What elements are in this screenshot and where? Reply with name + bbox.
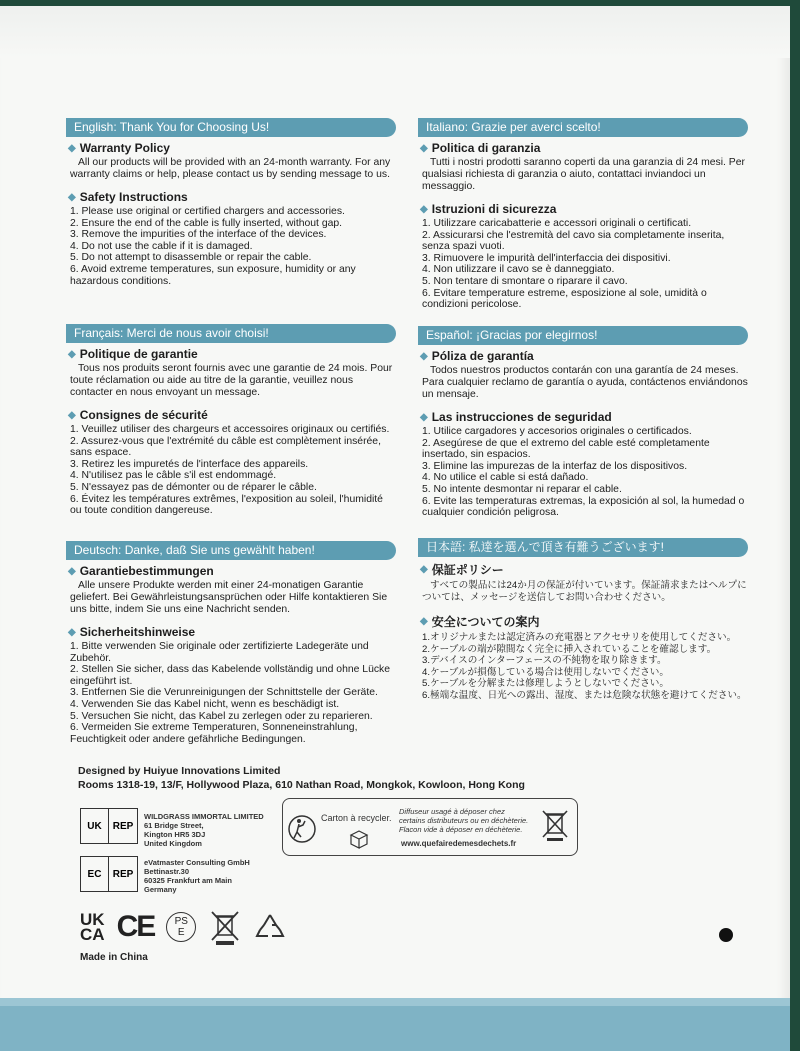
ec-rep-box	[80, 856, 138, 892]
list-item: 6. Vermeiden Sie extreme Temperaturen, Sonneneinstrahlung, Feuchtigkeit oder andere gefährliche Bedingungen.	[70, 722, 358, 745]
recycle-instructions	[399, 807, 528, 834]
safety-list	[418, 218, 748, 311]
heading-text: Garantiebestimmungen	[79, 564, 214, 578]
list-item: 6.極端な温度、日光への露出、湿度、または危険な状態を避けてください。	[422, 689, 747, 701]
list-item: 3. Entfernen Sie die Verunreinigungen der Schnittstelle der Geräte.	[70, 687, 378, 699]
heading-text: Safety Instructions	[79, 190, 188, 204]
warranty-heading	[420, 141, 748, 155]
rep-label: REP	[112, 820, 134, 832]
francais-banner: Français: Merci de nous avoir choisi!	[66, 324, 396, 343]
english-banner: English: Thank You for Choosing Us!	[66, 118, 396, 137]
safety-heading	[420, 202, 748, 216]
warranty-heading	[420, 349, 748, 363]
warranty-text: Todos nuestros productos contarán con una garantía de 24 meses. Para cualquier reclamo de garantía o ayuda, contáctenos enviándonos un mensaje.	[422, 365, 748, 400]
safety-heading	[420, 613, 748, 630]
bullet-icon: ◆	[68, 409, 76, 421]
list-item: 3.デバイスのインターフェースの不純物を取り除きます。	[422, 655, 667, 667]
pse-mark-icon	[166, 912, 196, 942]
pse-text: PS	[174, 916, 188, 927]
recycle-url: www.quefairedemesdechets.fr	[401, 839, 517, 848]
espanol-section	[418, 326, 748, 519]
heading-text: 保証ポリシー	[431, 563, 504, 577]
carton-box-icon	[347, 829, 371, 849]
hang-hole	[719, 928, 733, 942]
uk-rep-box	[80, 808, 138, 844]
pse-sub: E	[177, 927, 185, 938]
list-item: 5. Do not attempt to disassemble or repair the cable.	[70, 252, 312, 264]
bullet-icon: ◆	[420, 142, 428, 154]
list-item: 5.ケーブルを分解または修理しようとしないでください。	[422, 678, 669, 690]
safety-list	[66, 641, 396, 745]
list-item: 3. Remove the impurities of the interface of the devices.	[70, 229, 327, 241]
address-line: United Kingdom	[144, 839, 202, 848]
instruction-line: Flacon vide à déposer en déchèterie.	[399, 825, 523, 834]
instruction-line: Diffuseur usagé à déposer chez	[399, 807, 505, 816]
warranty-text: Tutti i nostri prodotti saranno coperti da una garanzia di 24 mesi. Per qualsiasi richiesta di garanzia o aiuto, contattaci inviandoci un messaggio.	[422, 157, 745, 192]
uk-label: UK	[81, 809, 109, 843]
bullet-icon: ◆	[68, 348, 76, 360]
safety-heading	[68, 625, 396, 639]
warranty-heading	[68, 564, 396, 578]
certification-logos	[80, 908, 286, 946]
warranty-text: すべての製品には24か月の保証が付いています。保証請求またはヘルプについては、メッセージを送信してお問い合わせください。	[422, 580, 747, 603]
address-line: Kington HR5 3DJ	[144, 830, 206, 839]
list-item: 1.オリジナルまたは認定済みの充電器とアクセサリを使用してください。	[422, 632, 737, 643]
francais-section	[66, 324, 396, 517]
uk-rep-address	[144, 812, 264, 848]
list-item: 2. Asegúrese de que el extremo del cable esté completamente insertado, sin espacios.	[422, 437, 710, 461]
safety-heading	[68, 408, 396, 422]
list-item: 6. Évitez les températures extrêmes, l'exposition au soleil, l'humidité ou toute condition dangereuse.	[70, 493, 383, 517]
safety-list	[66, 424, 396, 517]
list-item: 6. Evitare temperature estreme, esposizione al sole, umidità o condizioni pericolose.	[422, 287, 707, 311]
heading-text: Póliza de garantía	[431, 349, 534, 363]
japanese-banner: 日本語: 私達を選んで頂き有難うございます!	[418, 538, 748, 557]
list-item: 5. Non tentare di smontare o riparare il cavo.	[422, 275, 628, 287]
recycle-icon	[254, 912, 286, 942]
list-item: 2. Ensure the end of the cable is fully inserted, without gap.	[70, 217, 343, 229]
bullet-icon: ◆	[68, 191, 76, 203]
list-item: 4. Verwenden Sie das Kabel nicht, wenn es beschädigt ist.	[70, 698, 340, 710]
heading-text: Las instrucciones de seguridad	[431, 410, 612, 424]
list-item: 1. Utilice cargadores y accesorios originales o certificados.	[422, 426, 692, 437]
list-item: 1. Please use original or certified chargers and accessories.	[70, 206, 345, 217]
list-item: 3. Retirez les impuretés de l'interface des appareils.	[70, 458, 309, 470]
made-in: Made in China	[80, 952, 148, 963]
espanol-banner: Español: ¡Gracias por elegirnos!	[418, 326, 748, 345]
list-item: 1. Bitte verwenden Sie originale oder zertifizierte Ladegeräte und Zubehör.	[70, 641, 369, 664]
heading-text: Istruzioni di sicurezza	[431, 202, 557, 216]
address-line: eVatmaster Consulting GmbH	[144, 858, 250, 867]
bottom-band	[0, 998, 790, 1051]
address: Rooms 1318-19, 13/F, Hollywood Plaza, 610 Nathan Road, Mongkok, Kowloon, Hong Kong	[78, 779, 525, 791]
safety-list	[418, 426, 748, 519]
heading-text: Politica di garanzia	[431, 141, 541, 155]
bullet-icon: ◆	[420, 203, 428, 215]
list-item: 1. Veuillez utiliser des chargeurs et accessoires originaux ou certifiés.	[70, 424, 390, 435]
english-section	[66, 118, 396, 287]
japanese-section	[418, 538, 748, 702]
crossed-bin-icon	[539, 807, 571, 843]
recycling-info-box	[282, 798, 578, 856]
safety-heading	[420, 410, 748, 424]
list-item: 5. Versuchen Sie nicht, das Kabel zu zerlegen oder zu reparieren.	[70, 710, 373, 722]
deutsch-section	[66, 541, 396, 745]
address-line: WILDGRASS IMMORTAL LIMITED	[144, 812, 264, 821]
bullet-icon: ◆	[420, 411, 428, 423]
ec-rep-address	[144, 858, 250, 894]
italiano-banner: Italiano: Grazie per averci scelto!	[418, 118, 748, 137]
list-item: 2. Assicurarsi che l'estremità del cavo sia completamente inserita, senza spazi vuoti.	[422, 229, 725, 253]
list-item: 2. Stellen Sie sicher, dass das Kabelende vollständig und ohne Lücke eingeführt ist.	[70, 664, 391, 687]
warranty-heading	[420, 561, 748, 578]
address-line: Bettinastr.30	[144, 867, 190, 876]
heading-text: Consignes de sécurité	[79, 408, 208, 422]
safety-heading	[68, 190, 396, 204]
bullet-icon: ◆	[420, 350, 428, 362]
bullet-icon: ◆	[420, 616, 428, 627]
ukca-mark-icon	[80, 912, 105, 942]
list-item: 4. Non utilizzare il cavo se è danneggiato.	[422, 264, 615, 276]
manufacturer-info	[78, 764, 525, 792]
warranty-text: Alle unsere Produkte werden mit einer 24-monatigen Garantie geliefert. Bei Gewährleistungsansprüchen oder Hilfe kontaktieren Sie uns bitte, indem Sie uns eine Nachricht senden.	[70, 580, 388, 615]
triman-icon	[287, 813, 317, 845]
rep-label: REP	[112, 868, 134, 880]
list-item: 5. N'essayez pas de démonter ou de réparer le câble.	[70, 481, 317, 493]
list-item: 6. Avoid extreme temperatures, sun exposure, humidity or any hazardous conditions.	[70, 263, 356, 287]
ec-label: EC	[81, 857, 109, 891]
heading-text: 安全についての案内	[431, 615, 540, 629]
heading-text: Warranty Policy	[79, 141, 170, 155]
safety-list	[66, 206, 396, 287]
carton-text: Carton à recycler.	[321, 813, 392, 823]
list-item: 4.ケーブルが損傷している場合は使用しないでください。	[422, 666, 669, 678]
ce-mark-icon: CE	[116, 910, 155, 943]
list-item: 2.ケーブルの端が隙間なく完全に挿入されていることを確認します。	[422, 643, 717, 655]
list-item: 3. Elimine las impurezas de la interfaz de los dispositivos.	[422, 460, 688, 472]
bullet-icon: ◆	[68, 626, 76, 638]
ukca-bottom: CA	[80, 925, 105, 944]
bullet-icon: ◆	[68, 142, 76, 154]
list-item: 5. No intente desmontar ni reparar el cable.	[422, 483, 622, 495]
address-line: 60325 Frankfurt am Main	[144, 876, 232, 885]
instruction-line: certains distributeurs ou en déchèterie.	[399, 816, 529, 825]
warranty-heading	[68, 141, 396, 155]
list-item: 4. Do not use the cable if it is damaged.	[70, 240, 253, 252]
ukca-top: UK	[80, 910, 105, 929]
address-line: Germany	[144, 885, 177, 894]
address-line: 61 Bridge Street,	[144, 821, 204, 830]
bullet-icon: ◆	[420, 564, 428, 575]
list-item: 4. No utilice el cable si está dañado.	[422, 472, 589, 484]
bullet-icon: ◆	[68, 565, 76, 577]
heading-text: Politique de garantie	[79, 347, 198, 361]
designed-by: Designed by Huiyue Innovations Limited	[78, 765, 281, 777]
list-item: 4. N'utilisez pas le câble s'il est endommagé.	[70, 470, 277, 482]
deutsch-banner: Deutsch: Danke, daß Sie uns gewählt haben!	[66, 541, 396, 560]
list-item: 3. Rimuovere le impurità dell'interfaccia dei dispositivi.	[422, 252, 671, 264]
top-seal	[0, 6, 790, 58]
heading-text: Sicherheitshinweise	[79, 625, 196, 639]
list-item: 6. Evite las temperaturas extremas, la exposición al sol, la humedad o cualquier condición peligrosa.	[422, 495, 745, 519]
warranty-text: All our products will be provided with an 24-month warranty. For any warranty claims or help, please contact us by sending message to us.	[70, 157, 391, 180]
italiano-section	[418, 118, 748, 311]
warranty-heading	[68, 347, 396, 361]
weee-bin-icon	[208, 908, 242, 946]
list-item: 2. Assurez-vous que l'extrémité du câble est complètement insérée, sans espace.	[70, 435, 381, 459]
list-item: 1. Utilizzare caricabatterie e accessori originali o certificati.	[422, 218, 692, 229]
safety-list	[418, 632, 748, 702]
warranty-text: Tous nos produits seront fournis avec une garantie de 24 mois. Pour toute réclamation ou aide au titre de la garantie, veuillez nous contacter en nous envoyant un message.	[70, 363, 393, 398]
